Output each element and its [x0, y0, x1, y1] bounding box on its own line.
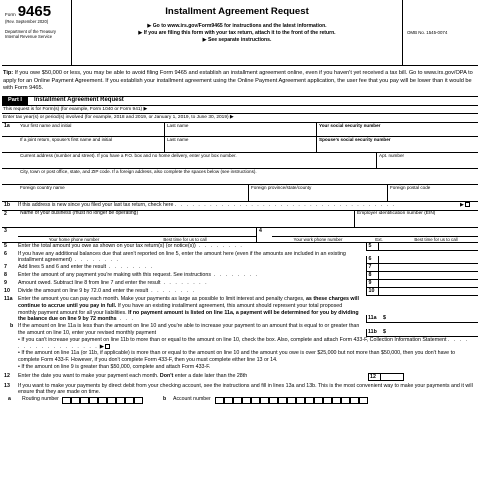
spouse-first-name-field[interactable]: If a joint return, spouse's first name and initial — [20, 137, 113, 143]
amount-line-row — [2, 272, 478, 280]
line-box-number: 8 — [366, 272, 378, 280]
account-number-field[interactable] — [215, 397, 368, 404]
best-time-work-field[interactable]: Best time for us to call — [414, 236, 458, 242]
instruction-line-2: ▶ If you are filing this form with your tax return, attach it to the front of the return. — [138, 30, 336, 37]
tip-text: If you owe $50,000 or less, you may be able to avoid filing Form 9465 and establish an installment agreement online, even if you haven't yet received a tax bill. Go to www.irs.gov/OPA to apply for an Online Payment Agreement. If you establish your installment agreement using the Online Payment Agreement application, the user fee that you pay will be lower than it would be with Form 9465. — [3, 70, 473, 92]
line-11b-amount-field[interactable]: 11b $ — [366, 329, 478, 337]
line-11a-row — [2, 296, 478, 323]
line-11b-row — [2, 323, 478, 337]
line-box-number: 10 — [366, 288, 378, 296]
line-text: Enter the amount of any payment you're making with this request. See instructions . . . . . . . . — [18, 272, 259, 279]
line-11a-box: 11a — [368, 315, 377, 322]
amount-input[interactable] — [378, 256, 478, 264]
home-phone-field[interactable]: Your home phone number — [48, 236, 100, 242]
line-13-number: 13 — [4, 382, 10, 389]
line-text: If you have any additional balances due that aren't reported on line 5, enter the amount here (even if the amounts are included in an existing installment agreement) . . . . . . . . — [18, 250, 346, 264]
foreign-country-field[interactable]: Foreign country name — [20, 185, 65, 191]
new-address-label: If this address is new since you filed your last tax return, check here . . . . . . . . . . . . . . . . . . . . . . . . . . . . . . . . . . . . . . — [18, 201, 396, 208]
line-2-number: 2 — [4, 210, 7, 217]
routing-number-field[interactable] — [62, 397, 143, 404]
line-12-number: 12 — [4, 372, 10, 379]
payment-date-field[interactable] — [368, 373, 404, 381]
line-12-row — [2, 373, 478, 381]
line-12-text: Enter the date you want to make your payment each month. Don't enter a date later than the 28th — [18, 372, 248, 379]
routing-number-label: Routing number — [22, 396, 59, 403]
part-1-header — [2, 97, 478, 106]
new-address-checkbox[interactable] — [465, 202, 470, 207]
line-box-number: 7 — [366, 264, 378, 272]
line-number: 7 — [4, 264, 7, 271]
bullet-433f-checkbox: • If you can't increase your payment on line 11b to more than or equal to the amount on line 10, check the box. Also, complete and attach Form 433-F, Collection Information Statement . . . . . . . . . . . . . . . . . . ▶ — [18, 336, 469, 350]
line-1b-number: 1b — [4, 202, 11, 209]
city-row — [2, 168, 478, 184]
part-label: Part I — [2, 96, 28, 105]
spouse-ssn-field[interactable]: Spouse's social security number — [316, 137, 478, 152]
line-11a-number: 11a — [4, 296, 13, 303]
spouse-row — [2, 136, 478, 152]
line-11a-amount-field[interactable]: 11a $ — [366, 315, 478, 323]
amount-line-row — [2, 264, 478, 272]
account-number-label: Account number — [173, 396, 211, 403]
form-header — [2, 0, 478, 66]
part-title: Installment Agreement Request — [34, 97, 124, 104]
line-box-number: 6 — [366, 256, 378, 264]
line-number: 10 — [4, 288, 10, 295]
amount-line-row — [2, 251, 478, 265]
line-4-number: 4 — [256, 228, 272, 242]
omb-number: OMB No. 1545-0074 — [407, 30, 448, 35]
instruction-line-1: ▶ Go to www.irs.gov/Form9465 for instructions and the latest information. — [147, 23, 327, 30]
amount-input[interactable] — [378, 264, 478, 272]
amount-input[interactable] — [378, 280, 478, 288]
business-name-field[interactable]: Name of your business (must no longer be operating) — [20, 210, 139, 217]
amount-input[interactable] — [378, 243, 478, 251]
agency: Internal Revenue Service — [5, 33, 53, 39]
line-number: 9 — [4, 280, 7, 287]
ext-field[interactable]: Ext. — [375, 236, 383, 242]
line-11b-letter: b — [10, 323, 14, 330]
line-box-number: 5 — [366, 243, 378, 251]
omb-block — [402, 0, 478, 65]
last-name-field[interactable]: Last name — [164, 123, 316, 136]
ein-field[interactable]: Employer identification number (EIN) — [354, 211, 478, 227]
form-word: Form — [5, 11, 16, 17]
department: Department of the Treasury — [5, 28, 56, 34]
amount-line-row — [2, 280, 478, 288]
line-number: 8 — [4, 272, 7, 279]
line-11a-text: Enter the amount you can pay each month. Make your payments as large as possible to limit interest and penalty charges, as these charges will continue to accrue until you pay in full. If you have an existing installment agreement, this amount should represent your total proposed monthly payment amount for all your liabilities. If no payment amount is listed on line 11a, a payment will be determined for you by dividing the balance due on line 9 by 72 months . . . — [18, 296, 359, 323]
form-title: Installment Agreement Request — [165, 6, 309, 17]
phone-row — [2, 227, 478, 242]
city-state-zip-field[interactable]: City, town or post office, state, and ZIP code. If a foreign address, also complete the spaces below (see instructions). — [20, 169, 257, 175]
line-text: Enter the total amount you owe as shown on your tax return(s) (or notice(s)) . . . . . . . . — [18, 242, 244, 249]
line-text: Add lines 5 and 6 and enter the result . . . . . . . . — [18, 264, 154, 271]
spouse-last-name-field[interactable]: Last name — [164, 137, 316, 152]
line-1a-number: 1a — [4, 122, 10, 129]
foreign-address-row — [2, 184, 478, 201]
title-block — [72, 0, 402, 65]
line-number: 6 — [4, 250, 7, 257]
line-1b-row: 1b If this address is new since you filed your last tax return, check here . . . . . . . . . . . . . . . . . . . . . . . . . . . . . . . . . . . . . . ▶ — [2, 201, 478, 210]
form-id-block — [2, 0, 72, 65]
line-11b-box: 11b — [368, 328, 377, 335]
street-address-field[interactable]: Current address (number and street). If you have a P.O. box and no home delivery, enter your box number. — [20, 153, 237, 159]
name-row — [2, 122, 478, 136]
line-text: Amount owed. Subtract line 8 from line 7 and enter the result . . . . . . . . — [18, 280, 209, 287]
line-12-box: 12 — [369, 374, 381, 380]
work-phone-field[interactable]: Your work phone number — [293, 236, 343, 242]
ssn-field[interactable]: Your social security number — [316, 123, 478, 136]
apt-number-field[interactable]: Apt. number — [376, 153, 478, 168]
line-13-text: If you want to make your payments by direct debit from your checking account, see the instructions and fill in lines 13a and 13b. This is the most convenient way to make your payments and it will ensure that they are made on time. — [18, 382, 473, 396]
amount-lines — [2, 242, 478, 297]
tax-years-field[interactable]: Enter tax year(s) or period(s) involved (for example, 2018 and 2019, or January 1, 2019, to June 30, 2019) ▶ — [3, 114, 234, 120]
revision-date: (Rev. September 2020) — [5, 19, 49, 24]
foreign-province-field[interactable]: Foreign province/state/county — [248, 185, 387, 201]
address-row — [2, 152, 478, 168]
line-11b-text: If the amount on line 11a is less than the amount on line 10 and you're able to increase your payment to an amount that is equal to or greater than the amount on line 10, enter your revised monthly payment — [18, 323, 360, 336]
tip-paragraph — [2, 66, 478, 97]
line-text: Divide the amount on line 9 by 72.0 and enter the result . . . . . . . . — [18, 288, 196, 295]
instruction-line-3: ▶ See separate instructions. — [202, 37, 272, 44]
amount-input[interactable] — [378, 288, 478, 296]
line-number: 5 — [4, 242, 7, 249]
bullet-25000: • If the amount on line 11a (or 11b, if applicable) is more than or equal to the amount on line 10 and the amount you owe is over $25,000 but not more than $50,000, then you don't have to complete Form 433-F. However, if you don't complete Form 433-F, then you must complete either line 13 or 14. — [18, 350, 456, 364]
line-3-number: 3 — [4, 227, 7, 234]
business-row — [2, 210, 478, 227]
amount-line-row — [2, 288, 478, 296]
amount-line-row — [2, 243, 478, 251]
form-request-field[interactable]: This request is for Form(s) (for example, Form 1040 or Form 941) ▶ — [2, 106, 478, 114]
first-name-field[interactable]: Your first name and initial — [20, 123, 72, 129]
best-time-home-field[interactable]: Best time for us to call — [163, 236, 207, 242]
line-box-number: 9 — [366, 280, 378, 288]
tip-label: Tip: — [3, 70, 14, 76]
line-13-row — [2, 383, 478, 397]
bank-info-row: a Routing number b Account number — [2, 396, 478, 404]
form-433f-checkbox[interactable] — [105, 344, 110, 349]
amount-input[interactable] — [378, 272, 478, 280]
bullet-50000: • If the amount on line 9 is greater than $50,000, complete and attach Form 433-F. — [18, 363, 211, 370]
form-number: 9465 — [17, 3, 52, 20]
foreign-postal-code-field[interactable]: Foreign postal code — [387, 185, 478, 201]
